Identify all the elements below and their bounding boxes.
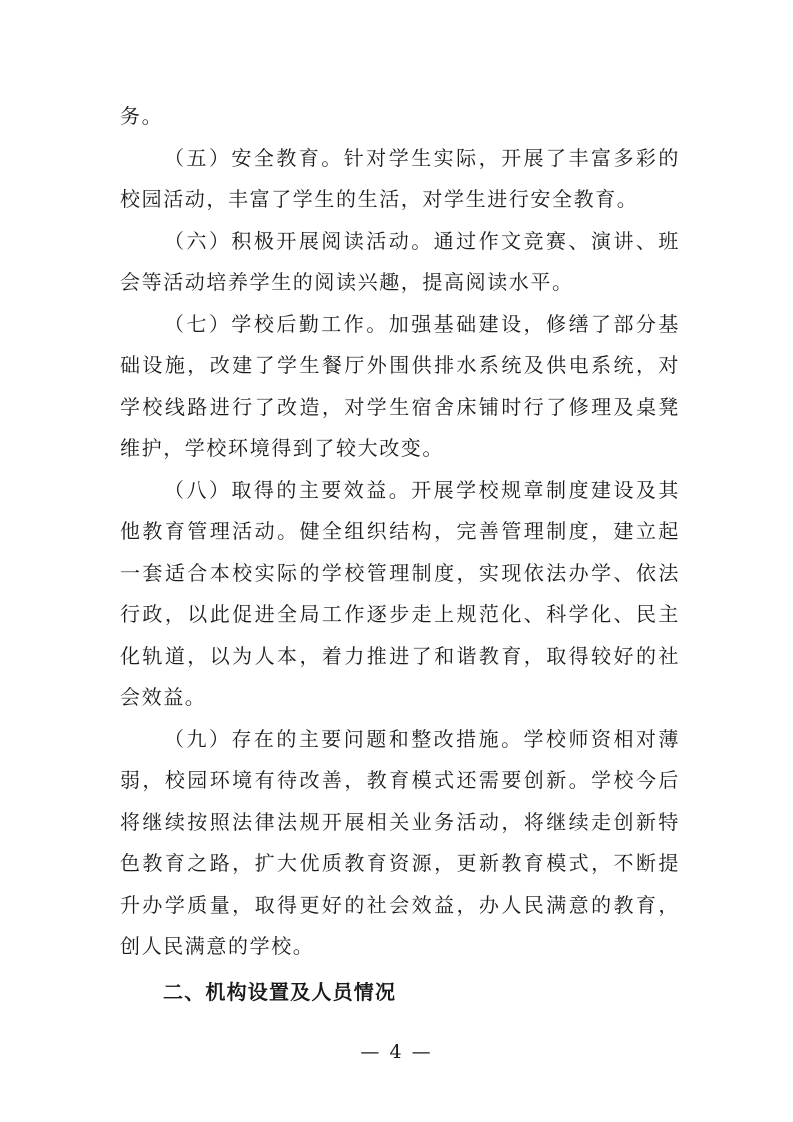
paragraph-problems-and-rectification: （九）存在的主要问题和整改措施。学校师资相对薄弱，校园环境有待改善，教育模式还需要创新。学校今后将继续按照法律法规开展相关业务活动，将继续走创新特色教育之路，扩大优质教育资源，更新教育模式，不断提升办学质量，取得更好的社会效益，办人民满意的教育，创人民满意的学校。 <box>120 726 680 958</box>
paragraph-continuation: 务。 <box>120 104 164 128</box>
paragraph-safety-education: （五）安全教育。针对学生实际，开展了丰富多彩的校园活动，丰富了学生的生活，对学生进行安全教育。 <box>120 145 680 211</box>
paragraph-main-benefits: （八）取得的主要效益。开展学校规章制度建设及其他教育管理活动。健全组织结构，完善管理制度，建立起一套适合本校实际的学校管理制度，实现依法办学、依法行政，以此促进全局工作逐步走上规范化、科学化、民主化轨道，以为人本，着力推进了和谐教育，取得较好的社会效益。 <box>120 477 680 709</box>
paragraph-reading-activities: （六）积极开展阅读活动。通过作文竞赛、演讲、班会等活动培养学生的阅读兴趣，提高阅读水平。 <box>120 228 680 294</box>
page-number: — 4 — <box>360 1041 433 1063</box>
paragraph-logistics-work: （七）学校后勤工作。加强基础建设，修缮了部分基础设施，改建了学生餐厅外围供排水系统及供电系统，对学校线路进行了改造，对学生宿舍床铺时行了修理及桌凳维护，学校环境得到了较大改变。 <box>120 311 680 460</box>
body-text <box>120 96 680 968</box>
section-heading: 二、机构设置及人员情况 <box>163 980 397 1004</box>
